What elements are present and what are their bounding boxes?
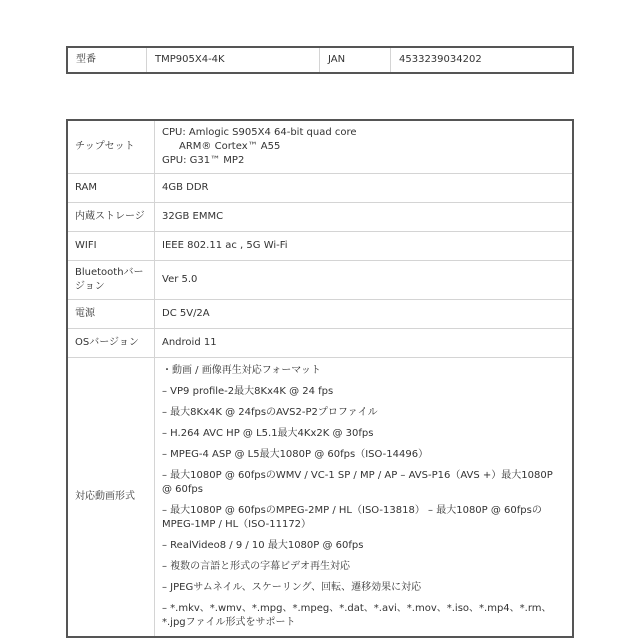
bluetooth-row bbox=[67, 261, 573, 300]
video-format-item: – H.264 AVC HP @ L5.1最大4Kx2K @ 30fps bbox=[162, 428, 374, 439]
jan-label: JAN bbox=[320, 47, 391, 73]
model-table bbox=[66, 46, 574, 74]
video-value bbox=[155, 358, 574, 638]
video-format-item: – 複数の言語と形式の字幕ビデオ再生対応 bbox=[162, 561, 350, 572]
video-format-item: – MPEG-4 ASP @ L5最大1080P @ 60fps（ISO-14496） bbox=[162, 449, 429, 460]
chipset-value bbox=[155, 120, 574, 174]
model-label: 型番 bbox=[67, 47, 147, 73]
ram-label: RAM bbox=[67, 174, 155, 203]
os-label: OSバージョン bbox=[67, 329, 155, 358]
bluetooth-value: Ver 5.0 bbox=[155, 261, 574, 300]
video-format-item: – JPEGサムネイル、スケーリング、回転、遷移効果に対応 bbox=[162, 582, 422, 593]
wifi-label: WIFI bbox=[67, 232, 155, 261]
video-format-item: – RealVideo8 / 9 / 10 最大1080P @ 60fps bbox=[162, 540, 364, 551]
chipset-row bbox=[67, 120, 573, 174]
video-format-item: – VP9 profile-2最大8Kx4K @ 24 fps bbox=[162, 386, 334, 397]
model-row bbox=[67, 47, 573, 73]
ram-value: 4GB DDR bbox=[155, 174, 574, 203]
spec-table bbox=[66, 119, 574, 638]
video-row bbox=[67, 358, 573, 638]
chipset-cpu: CPU: Amlogic S905X4 64-bit quad core bbox=[162, 127, 357, 138]
video-format-item: – 最大1080P @ 60fpsのWMV / VC-1 SP / MP / AP – AVS-P16（AVS +）最大1080P @ 60fps bbox=[162, 470, 553, 495]
power-value: DC 5V/2A bbox=[155, 300, 574, 329]
video-format-item: – 最大1080P @ 60fpsのMPEG-2MP / HL（ISO-13818） – 最大1080P @ 60fpsのMPEG-1MP / HL（ISO-11172） bbox=[162, 505, 542, 530]
bluetooth-label: Bluetoothバージョン bbox=[67, 261, 155, 300]
storage-row bbox=[67, 203, 573, 232]
ram-row bbox=[67, 174, 573, 203]
storage-label: 内蔵ストレージ bbox=[67, 203, 155, 232]
video-format-item: – *.mkv、*.wmv、*.mpg、*.mpeg、*.dat、*.avi、*.mov、*.iso、*.mp4、*.rm、*.jpgファイル形式をサポート bbox=[162, 603, 552, 628]
storage-value: 32GB EMMC bbox=[155, 203, 574, 232]
video-format-header: ・動画 / 画像再生対応フォーマット bbox=[162, 365, 321, 376]
jan-value: 4533239034202 bbox=[391, 47, 574, 73]
chipset-label: チップセット bbox=[67, 120, 155, 174]
video-label: 対応動画形式 bbox=[67, 358, 155, 638]
video-format-item: – 最大8Kx4K @ 24fpsのAVS2-P2プロファイル bbox=[162, 407, 378, 418]
chipset-gpu: GPU: G31™ MP2 bbox=[162, 155, 245, 166]
model-value: TMP905X4-4K bbox=[147, 47, 320, 73]
os-value: Android 11 bbox=[155, 329, 574, 358]
power-label: 電源 bbox=[67, 300, 155, 329]
wifi-row bbox=[67, 232, 573, 261]
chipset-arm: ARM® Cortex™ A55 bbox=[179, 141, 281, 152]
wifi-value: IEEE 802.11 ac , 5G Wi-Fi bbox=[155, 232, 574, 261]
os-row bbox=[67, 329, 573, 358]
power-row bbox=[67, 300, 573, 329]
